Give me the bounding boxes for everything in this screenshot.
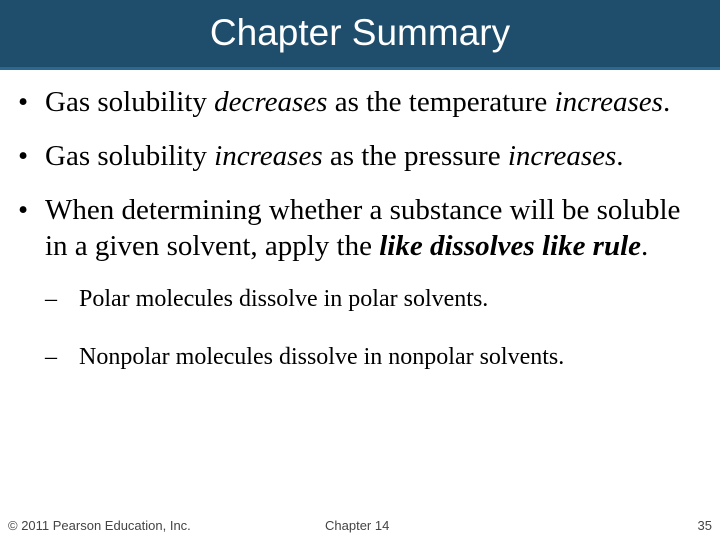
bullet-text: Gas solubility bbox=[45, 86, 215, 118]
bullet-emphasis: increases bbox=[554, 86, 663, 118]
title-bar-rule bbox=[0, 67, 720, 70]
bullet-emphasis: increases bbox=[507, 140, 617, 172]
bullet-emphasis: increases bbox=[214, 140, 323, 172]
sub-bullet-polar bbox=[45, 284, 708, 314]
bullet-text: . bbox=[662, 86, 671, 118]
bullet-marker: • bbox=[18, 140, 29, 172]
bullet-gas-temperature bbox=[18, 84, 708, 120]
bullet-text: as the temperature bbox=[327, 86, 555, 118]
footer-copyright: © 2011 Pearson Education, Inc. bbox=[8, 518, 191, 533]
bullet-like-dissolves-like bbox=[18, 192, 708, 264]
sub-bullet-text: Nonpolar molecules dissolve in nonpolar solvents. bbox=[79, 344, 565, 370]
bullet-text: . bbox=[641, 230, 649, 262]
bullet-text: When determining whether a substance will be soluble in a given solvent, apply the bbox=[45, 194, 681, 262]
footer-chapter: Chapter 14 bbox=[325, 518, 390, 533]
bullet-emphasis: like dissolves like rule bbox=[379, 230, 642, 262]
sub-bullet-text: Polar molecules dissolve in polar solvents. bbox=[79, 286, 489, 312]
bullet-text: . bbox=[616, 140, 624, 172]
bullet-marker: • bbox=[18, 194, 29, 226]
slide-title: Chapter Summary bbox=[209, 12, 511, 53]
footer-page-number: 35 bbox=[697, 518, 712, 533]
bullet-emphasis: decreases bbox=[214, 86, 328, 118]
bullet-list bbox=[18, 84, 708, 372]
bullet-text: Gas solubility bbox=[45, 140, 215, 172]
bullet-text: as the pressure bbox=[322, 140, 508, 172]
sub-bullet-nonpolar bbox=[45, 342, 708, 372]
sub-bullet-marker: – bbox=[45, 286, 57, 312]
bullet-gas-pressure bbox=[18, 138, 708, 174]
sub-bullet-marker: – bbox=[45, 344, 57, 370]
bullet-marker: • bbox=[18, 86, 29, 118]
